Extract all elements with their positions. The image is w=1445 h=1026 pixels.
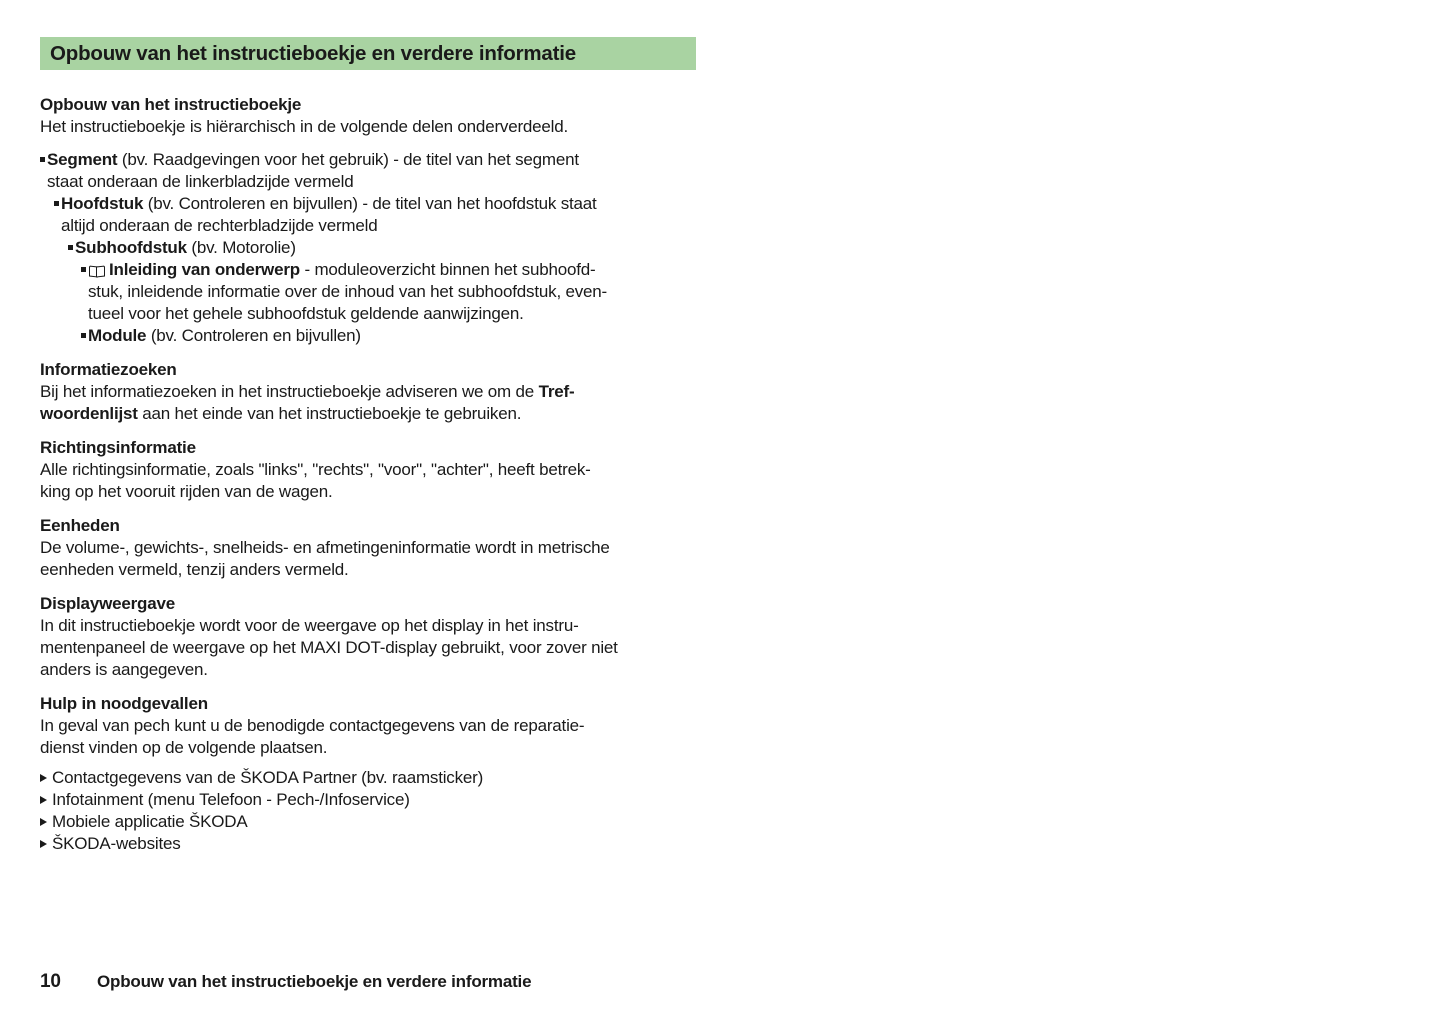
chapter-title-bar: Opbouw van het instructieboekje en verdere informatie: [40, 37, 696, 70]
text-run: In geval van pech kunt u de benodigde contactgegevens van de reparatie-: [40, 716, 585, 735]
text-run: (bv. Controleren en bijvullen) - de titel van het hoofdstuk staat: [143, 194, 597, 213]
text-run: Tref-: [538, 382, 575, 401]
text-run: (bv. Raadgevingen voor het gebruik) - de titel van het segment: [117, 150, 579, 169]
bullet-square-icon: [81, 267, 86, 272]
list-item-text: [61, 193, 696, 237]
text-line: [61, 193, 696, 215]
text-run: mentenpaneel de weergave op het MAXI DOT-display gebruikt, voor zover niet: [40, 638, 618, 657]
text-line: [40, 481, 696, 503]
text-line: [40, 715, 696, 737]
list-item: [40, 149, 696, 193]
section-paragraph: [40, 537, 696, 581]
list-item-text: Infotainment (menu Telefoon - Pech-/Infoservice): [52, 790, 410, 809]
text-run: king op het vooruit rijden van de wagen.: [40, 482, 333, 501]
list-item-text: Mobiele applicatie ŠKODA: [52, 812, 248, 831]
section-paragraph: [40, 715, 696, 759]
page-footer: [40, 971, 531, 993]
page-content: [40, 37, 696, 855]
text-line: [40, 403, 696, 425]
list-item-text: [88, 259, 696, 325]
list-item: [40, 325, 696, 347]
text-run: In dit instructieboekje wordt voor de weergave op het display in het instru-: [40, 616, 579, 635]
text-run: aan het einde van het instructieboekje te gebruiken.: [137, 404, 522, 423]
text-run: altijd onderaan de rechterbladzijde vermeld: [61, 216, 378, 235]
text-run: woordenlijst: [40, 404, 138, 423]
text-run: Inleiding van onderwerp: [109, 260, 300, 279]
section-heading: Opbouw van het instructieboekje: [40, 95, 302, 114]
text-line: [40, 559, 696, 581]
text-run: (bv. Controleren en bijvullen): [146, 326, 361, 345]
text-run: Module: [88, 326, 147, 345]
section-heading: Informatiezoeken: [40, 360, 177, 379]
page-number: 10: [40, 971, 61, 992]
text-run: tueel voor het gehele subhoofdstuk geldende aanwijzingen.: [88, 304, 524, 323]
section-displayweergave: [40, 593, 696, 681]
bullet-square-icon: [40, 157, 45, 162]
text-line: [40, 116, 696, 138]
text-run: eenheden vermeld, tenzij anders vermeld.: [40, 560, 349, 579]
list-item-text: [47, 149, 696, 193]
list-item: [40, 193, 696, 237]
list-item-text: [75, 237, 696, 259]
text-line: [47, 171, 696, 193]
arrow-bullet-icon: [40, 818, 47, 826]
open-book-icon: [88, 265, 104, 276]
section-richtingsinformatie: [40, 437, 696, 503]
list-item: [40, 833, 696, 855]
arrow-bullet-icon: [40, 796, 47, 804]
text-run: Hoofdstuk: [61, 194, 144, 213]
section-paragraph: [40, 381, 696, 425]
list-item-text: ŠKODA-websites: [52, 834, 181, 853]
list-item-text: [88, 325, 696, 347]
bullet-square-icon: [68, 245, 73, 250]
emergency-contact-list: [40, 767, 696, 855]
list-item: [40, 789, 696, 811]
section-heading: Eenheden: [40, 516, 120, 535]
text-run: Het instructieboekje is hiërarchisch in de volgende delen onderverdeeld.: [40, 117, 569, 136]
text-run: Bij het informatiezoeken in het instructieboekje adviseren we om de: [40, 382, 539, 401]
list-item: [40, 767, 696, 789]
section-heading: Richtingsinformatie: [40, 438, 196, 457]
text-line: [88, 325, 696, 347]
arrow-bullet-icon: [40, 774, 47, 782]
section-informatiezoeken: [40, 359, 696, 425]
hierarchy-list: [40, 149, 696, 347]
text-line: [47, 149, 696, 171]
section-opbouw: [40, 94, 696, 138]
section-paragraph: [40, 615, 696, 681]
text-line: [40, 537, 696, 559]
footer-chapter-title: Opbouw van het instructieboekje en verdere informatie: [97, 972, 532, 991]
text-line: [40, 459, 696, 481]
text-run: dienst vinden op de volgende plaatsen.: [40, 738, 328, 757]
text-run: Alle richtingsinformatie, zoals "links", "rechts", "voor", "achter", heeft betrek-: [40, 460, 591, 479]
text-run: staat onderaan de linkerbladzijde vermeld: [47, 172, 354, 191]
list-item: [40, 237, 696, 259]
text-run: Segment: [47, 150, 118, 169]
text-line: [40, 737, 696, 759]
section-paragraph: [40, 459, 696, 503]
list-item-text: Contactgegevens van de ŠKODA Partner (bv. raamsticker): [52, 768, 484, 787]
text-line: [88, 259, 696, 281]
text-line: [61, 215, 696, 237]
text-line: [75, 237, 696, 259]
bullet-square-icon: [54, 201, 59, 206]
text-line: [88, 303, 696, 325]
text-line: [40, 637, 696, 659]
section-heading: Displayweergave: [40, 594, 175, 613]
text-line: [40, 381, 696, 403]
text-line: [40, 615, 696, 637]
text-run: Subhoofdstuk: [75, 238, 187, 257]
text-run: - moduleoverzicht binnen het subhoofd-: [299, 260, 596, 279]
text-run: De volume-, gewichts-, snelheids- en afmetingeninformatie wordt in metrische: [40, 538, 610, 557]
section-hulp-in-noodgevallen: [40, 693, 696, 759]
bullet-square-icon: [81, 333, 86, 338]
text-line: [40, 659, 696, 681]
list-item: [40, 259, 696, 325]
section-heading: Hulp in noodgevallen: [40, 694, 208, 713]
text-run: (bv. Motorolie): [186, 238, 296, 257]
text-run: stuk, inleidende informatie over de inhoud van het subhoofdstuk, even-: [88, 282, 608, 301]
text-run: anders is aangegeven.: [40, 660, 208, 679]
arrow-bullet-icon: [40, 840, 47, 848]
section-eenheden: [40, 515, 696, 581]
text-line: [88, 281, 696, 303]
list-item: [40, 811, 696, 833]
section-paragraph: [40, 116, 696, 138]
